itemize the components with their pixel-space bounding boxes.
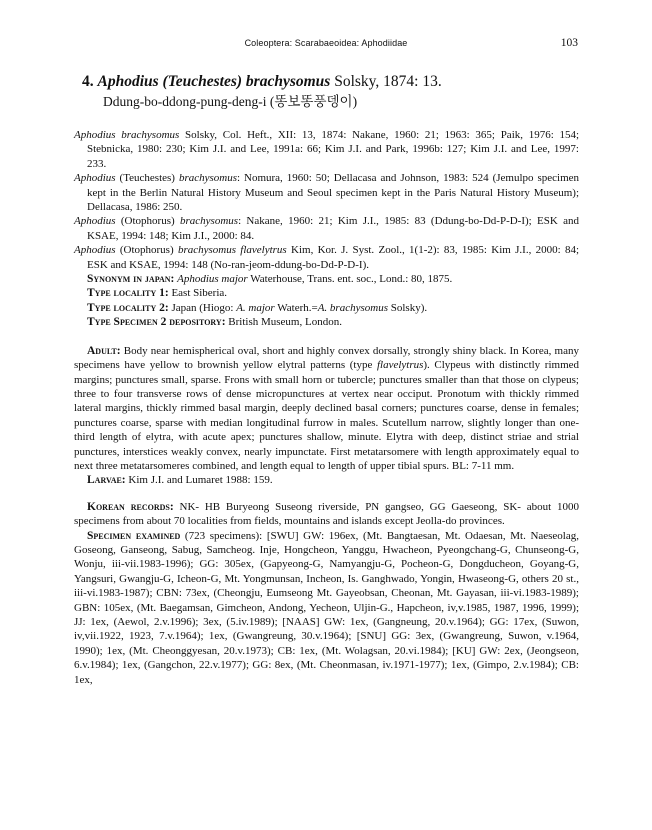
type-locality-2	[87, 301, 579, 315]
page-header	[74, 38, 578, 52]
korean-records	[74, 500, 579, 529]
species-genus: Aphodius	[97, 73, 159, 90]
adult-description	[74, 344, 579, 474]
type-specimen-label: Type Specimen 2 depository:	[87, 316, 226, 329]
species-heading	[82, 72, 578, 111]
synonym-refs: Kim, Kor. J. Syst. Zool., 1(1-2): 83, 1985: Kim J.I., 2000: 84; ESK and KSAE, 1994: 148 (No-ran-jeom-ddung-bo-Dd-P-D-I).	[87, 244, 580, 271]
synonym-entry	[74, 128, 579, 171]
type-locality-1-label: Type locality 1:	[87, 287, 169, 300]
synonym-japan-label: Synonym in japan:	[87, 273, 175, 286]
type-locality-1-value: East Siberia.	[168, 287, 228, 300]
synonym-entry	[74, 214, 579, 243]
korean-records-label: Korean records:	[87, 500, 174, 513]
synonym-refs: : Nomura, 1960: 50; Dellacasa and Johnson, 1983: 524 (Jemulpo specimen kept in the Berlin Natural History Museum and Seoul specimen kept in the Paris Natural History Museum); Dellacasa, 1986: 250.	[87, 172, 580, 214]
type-locality-2-label: Type locality 2:	[87, 301, 169, 314]
species-title	[82, 72, 578, 92]
species-epithet: brachysomus	[245, 73, 331, 90]
species-number: 4.	[82, 73, 94, 90]
larvae-entry	[74, 473, 579, 487]
synonym-genus: Aphodius	[74, 215, 116, 228]
type-locality-2-text: Solsky).	[387, 301, 428, 314]
larvae-label: Larvae:	[87, 474, 126, 487]
synonym-refs: Solsky, Col. Heft., XII: 13, 1874: Nakane, 1960: 21; 1963: 365; Paik, 1976: 154; Stebnicka, 1980: 230; Kim J.I. and Lee, 1991a: 66; Kim J.I. and Park, 1996b: 127; Kim J.I. and Lee, 1997: 233.	[87, 129, 580, 170]
species-account	[74, 128, 579, 687]
synonym-entry	[74, 243, 579, 272]
type-locality-2-name-a: A. major	[236, 301, 275, 314]
synonym-genus: Aphodius	[74, 172, 116, 185]
synonym-subgenus: (Teuchestes)	[119, 172, 175, 185]
type-locality-2-text: Waterh.=	[274, 301, 318, 314]
type-locality-2-text: Japan (Hiogo:	[168, 301, 237, 314]
page-number: 103	[560, 37, 578, 49]
specimen-examined-label: Specimen examined	[87, 529, 181, 542]
synonym-epithet: brachysomus flavelytrus	[177, 244, 287, 257]
type-specimen-depository	[87, 315, 579, 329]
korean-records-value: NK- HB Buryeong Suseong riverside, PN gangseo, GG Gaeseong, SK- about 1000 specimens from about 70 localities from fields, mountains and islands except Jeolla-do provinces.	[74, 500, 579, 528]
synonym-entry	[74, 171, 579, 214]
species-author: Solsky, 1874: 13.	[334, 73, 442, 90]
synonym-name: Aphodius brachysomus	[74, 129, 180, 141]
synonym-epithet: brachysomus	[180, 215, 239, 228]
type-locality-1	[87, 286, 579, 300]
korean-common-name: Ddung-bo-ddong-pung-deng-i (똥보똥풍뎅이)	[103, 94, 358, 109]
running-title: Coleoptera: Scarabaeoidea: Aphodiidae	[244, 38, 408, 48]
synonym-japan-name: Aphodius major	[177, 273, 248, 286]
adult-type-name: flavelytrus	[376, 359, 424, 372]
synonym-subgenus: (Otophorus)	[119, 244, 174, 257]
adult-label: Adult:	[87, 344, 121, 357]
adult-text: Body near hemispherical oval, short and highly convex dorsally, strongly shiny black. In Korea, many specimens have yellow to brownish yellow elytral patterns (type	[74, 344, 579, 372]
synonym-refs: : Nakane, 1960: 21; Kim J.I., 1985: 83 (Ddung-bo-Dd-P-D-I); ESK and KSAE, 1994: 148; Kim J.I., 2000: 84.	[87, 215, 580, 242]
adult-text: ). Clypeus with distinctly rimmed margins; punctures small, sparse. Frons with small horn or tubercle; punctures smaller than that those on clypeus; three to four transverse rows of dense micropunctures at vertex near occiput. Pronotum with thickly rimmed lateral margins, thickly rimmed basal margin, deeply declined basal corners; punctures coarse, dense in females; punctures coarse, sparse with median longitudinal furrow in males. Scutellum narrow, slightly longer than one-third length of elytra, with acute apex; punctures shallow, minute. Elytra with deep, distinct striae and strial punctures, interstices weakly convex, nearly impunctate. First metatarsomere with length approximately equal to next three metatarsomeres combined, and length equal to length of upper tibial spurs. BL: 7-11 mm.	[74, 359, 580, 472]
species-subgenus: (Teuchestes)	[162, 73, 243, 90]
specimen-examined	[74, 529, 579, 687]
larvae-value: Kim J.I. and Lumaret 1988: 159.	[125, 474, 273, 487]
synonym-japan	[87, 272, 579, 286]
synonym-genus: Aphodius	[74, 244, 116, 257]
specimen-examined-value: (723 specimens): [SWU] GW: 196ex, (Mt. Bangtaesan, Mt. Odaesan, Mt. Naeseolag, Goseong, Ganseong, Sabug, Samcheog. Inje, Hongcheon, Yanggu, Hwacheon, Pyeongchang-G, Chunseong-G, Wonju, iii-vii.1983-1996); GG: 305ex, (Gapyeong-G, Namyangju-G, Pocheon-G, Dongducheon, Goyang-G, Yangsuri, Gwangju-G, Icheon-G, Mt. Yongmunsan, Incheon, Is. Ganghwado, Yongin, Hwaseong-G, others 20 st., iii-vi.1983-1987); CBN: 73ex, (Cheongju, Eumseong Mt. Gayeobsan, Cheonan, Mt. Gayasan, iii-vi.1983-1989); GBN: 105ex, (Mt. Baegamsan, Gimcheon, Andong, Yecheon, Uljin-G., Hapcheon, iv,v.1985, 1987, 1996, 1999); JJ: 1ex, (Aewol, 2.v.1996); 3ex, (5.iv.1989); [NAAS] GW: 1ex, (Gangneung, 20.v.1964); GG: 17ex, (Suwon, iv,vii.1922, 1923, 7.v.1964); 1ex, (Gwangreung, 30.v.1964); [SNU] GG: 3ex, (Gwangreung, Suwon, v.1964, 1990); 1ex, (Mt. Cheonggyesan, 20.v.1973); CB: 1ex, (Mt. Wolagsan, 20.vi.1984); [KU] GW: 2ex, (Jeongseon, 6.v.1984); 1ex, (Gangchon, 22.v.1977); GG: 8ex, (Mt. Cheonmasan, iv.1971-1977); 1ex, (Gimpo, 2.v.1984); CB: 1ex,	[74, 529, 579, 686]
type-locality-2-name-b: A. brachysomus	[317, 301, 388, 314]
synonym-epithet: brachysomus	[178, 172, 237, 185]
synonym-japan-refs: Waterhouse, Trans. ent. soc., Lond.: 80, 1875.	[247, 273, 453, 286]
type-specimen-value: British Museum, London.	[225, 316, 342, 329]
synonym-subgenus: (Otophorus)	[120, 215, 175, 228]
